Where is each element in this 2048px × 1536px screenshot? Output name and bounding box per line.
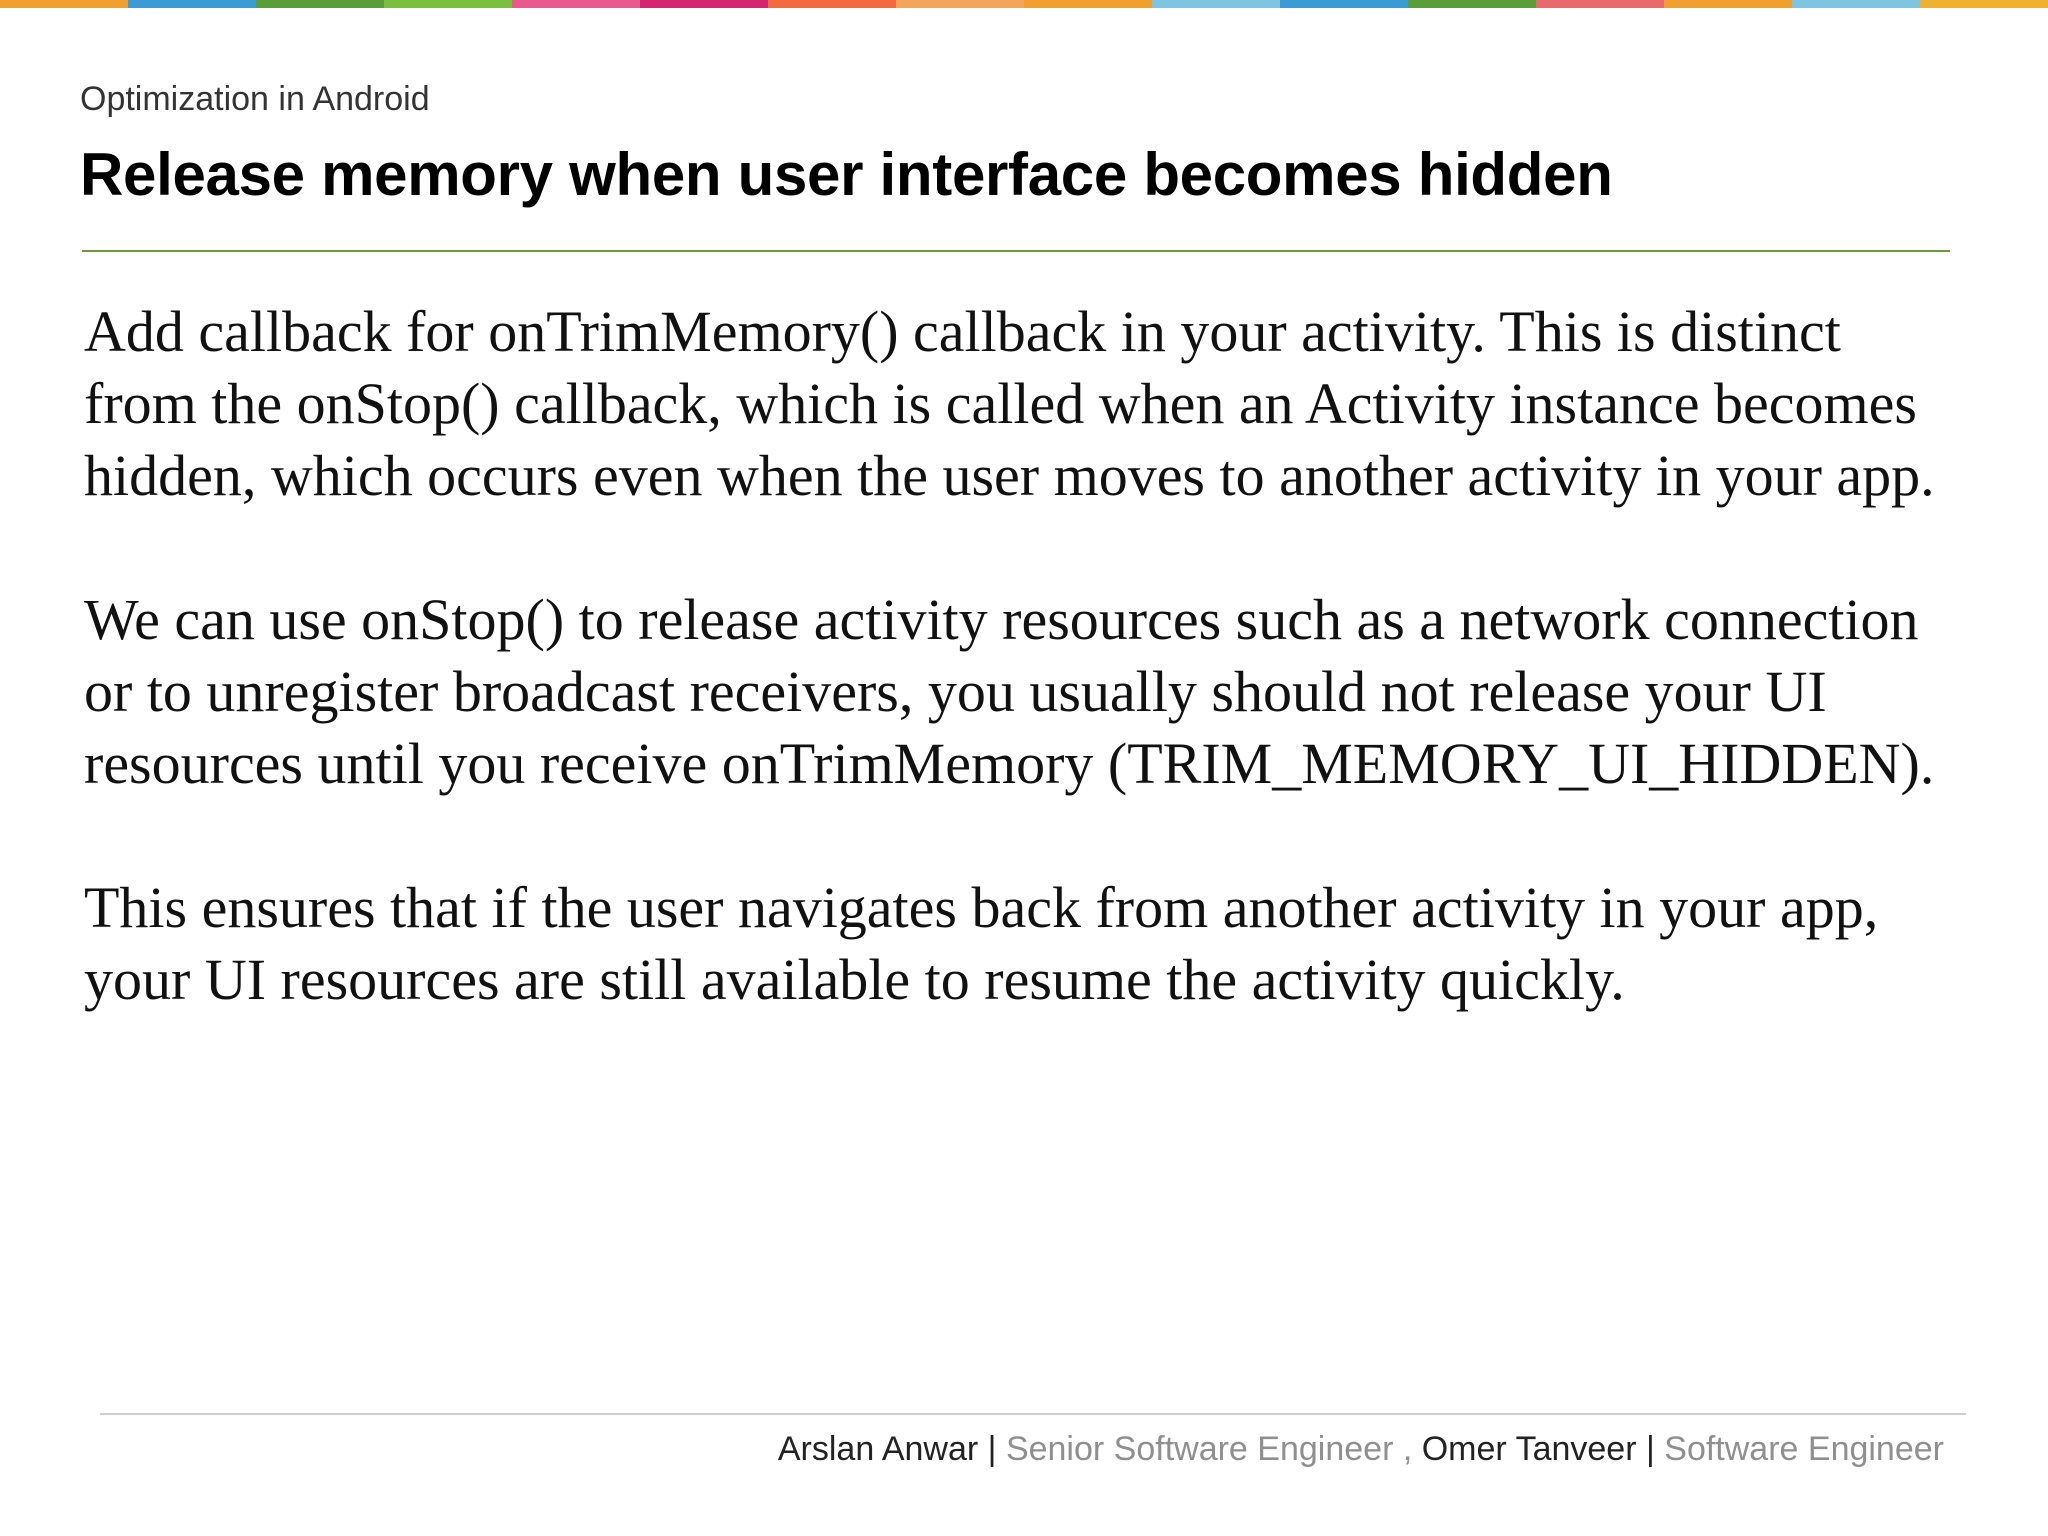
author1-separator: | [978,1430,1006,1468]
paragraph-3: This ensures that if the user navigates back from another activity in your app, your UI resources are still available to resume the activity quickly. [84,875,1879,1012]
stripe-segment [1792,0,1920,8]
author2-role: Software Engineer [1664,1430,1944,1468]
stripe-segment [1024,0,1152,8]
stripe-segment [1152,0,1280,8]
section-label: Optimization in Android [80,80,430,118]
footer-divider [100,1413,1966,1415]
author1-name: Arslan Anwar [777,1430,979,1468]
stripe-segment [512,0,640,8]
slide-title: Release memory when user interface becomes hidden [80,141,1613,208]
paragraph-1: Add callback for onTrimMemory() callback in your activity. This is distinct from the onStop() callback, which is called when an Activity instance becomes hidden, which occurs even when the user moves to another activity in your app. [84,299,1935,508]
stripe-segment [768,0,896,8]
stripe-segment [128,0,256,8]
stripe-segment [896,0,1024,8]
stripe-segment [1280,0,1408,8]
stripe-segment [1408,0,1536,8]
stripe-segment [1536,0,1664,8]
author2-separator: | [1636,1430,1665,1468]
title-divider [82,250,1950,252]
stripe-segment [256,0,384,8]
footer-credits [778,1430,1944,1469]
top-color-stripe [0,0,2048,8]
stripe-segment [640,0,768,8]
stripe-segment [1664,0,1792,8]
paragraph-2: We can use onStop() to release activity resources such as a network connection or to unregister broadcast receivers, you usually should not release your UI resources until you receive onTrimMemory (TRIM_MEMORY_UI_HIDDEN). [84,587,1935,796]
stripe-segment [384,0,512,8]
stripe-segment [1920,0,2048,8]
stripe-segment [0,0,128,8]
slide-body [84,296,1964,1088]
author2-name: Omer Tanveer [1421,1430,1637,1468]
author1-role: Senior Software Engineer , [1005,1430,1413,1468]
